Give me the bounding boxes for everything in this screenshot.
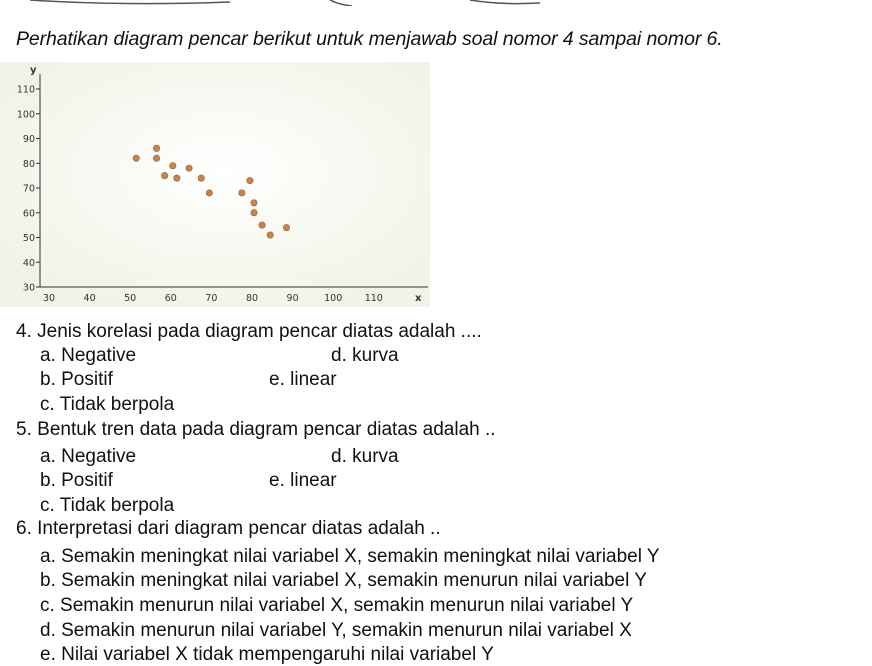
q5-option-d[interactable]: d. kurva <box>331 446 399 467</box>
scatter-point <box>206 190 212 196</box>
x-tick-label: 110 <box>364 293 383 304</box>
q5-option-b[interactable]: b. Positif <box>40 470 113 491</box>
q4-option-d[interactable]: d. kurva <box>331 345 399 366</box>
plot-background <box>0 62 430 307</box>
y-tick-label: 110 <box>16 84 35 96</box>
y-tick-label: 80 <box>22 158 35 170</box>
q6-option-e[interactable]: e. Nilai variabel X tidak mempengaruhi nilai variabel Y <box>40 644 494 665</box>
q6-option-b[interactable]: b. Semakin meningkat nilai variabel X, semakin menurun nilai variabel Y <box>40 570 647 591</box>
scatter-point <box>267 232 273 238</box>
question-4-text <box>16 321 482 343</box>
scatter-point <box>133 155 139 161</box>
scatter-plot <box>0 58 432 308</box>
q6-option-d[interactable]: d. Semakin menurun nilai variabel Y, semakin menurun nilai variabel X <box>40 620 632 641</box>
x-tick-label: 30 <box>42 293 56 304</box>
y-axis-label: y <box>30 65 37 76</box>
q4-option-e[interactable]: e. linear <box>269 369 337 390</box>
x-tick-label: 90 <box>286 293 299 304</box>
x-tick-label: 50 <box>124 293 137 304</box>
previous-page-edge <box>0 0 872 6</box>
question-6-number: 6. <box>16 518 32 539</box>
scatter-point <box>153 155 159 161</box>
scatter-point <box>153 145 159 151</box>
q4-option-a[interactable]: a. Negative <box>40 345 137 366</box>
scatter-point <box>251 200 257 206</box>
scatter-point <box>186 165 192 171</box>
y-tick-label: 90 <box>22 134 35 145</box>
y-tick-label: 30 <box>22 282 35 294</box>
q4-option-c[interactable]: c. Tidak berpola <box>40 394 175 415</box>
q5-option-e[interactable]: e. linear <box>269 470 337 491</box>
scatter-point <box>251 210 257 216</box>
y-tick-label: 100 <box>16 109 35 121</box>
y-tick-label: 70 <box>22 183 35 195</box>
question-6-prompt: Interpretasi dari diagram pencar diatas adalah .. <box>37 518 441 539</box>
scatter-point <box>259 222 265 228</box>
x-tick-label: 80 <box>245 293 259 304</box>
q6-option-c[interactable]: c. Semakin menurun nilai variabel X, semakin menurun nilai variabel Y <box>40 595 634 616</box>
scatter-point <box>239 190 245 196</box>
scatter-point <box>283 224 289 230</box>
question-5-number: 5. <box>16 419 32 440</box>
question-6-text <box>16 518 441 540</box>
x-tick-label: 40 <box>83 293 96 304</box>
question-4-number: 4. <box>16 321 32 342</box>
x-axis-label: x <box>415 293 422 304</box>
question-4-prompt: Jenis korelasi pada diagram pencar diatas adalah .... <box>37 321 482 342</box>
scatter-point <box>247 177 253 183</box>
q6-option-a[interactable]: a. Semakin meningkat nilai variabel X, semakin meningkat nilai variabel Y <box>40 546 660 567</box>
y-tick-label: 60 <box>22 208 35 220</box>
x-tick-label: 100 <box>324 293 343 304</box>
q5-option-c[interactable]: c. Tidak berpola <box>40 495 175 516</box>
question-5-text <box>16 419 496 441</box>
y-tick-label: 40 <box>22 257 35 269</box>
scatter-point <box>161 172 167 178</box>
x-tick-label: 70 <box>205 293 218 304</box>
q4-option-b[interactable]: b. Positif <box>40 369 113 390</box>
scatter-point <box>170 163 176 169</box>
x-tick-label: 60 <box>164 293 177 304</box>
scatter-point <box>174 175 180 181</box>
y-tick-label: 50 <box>22 233 35 244</box>
scatter-point <box>198 175 204 181</box>
q5-option-a[interactable]: a. Negative <box>40 446 137 467</box>
intro-text: Perhatikan diagram pencar berikut untuk menjawab soal nomor 4 sampai nomor 6. <box>16 28 723 50</box>
question-5-prompt: Bentuk tren data pada diagram pencar diatas adalah .. <box>37 419 496 440</box>
